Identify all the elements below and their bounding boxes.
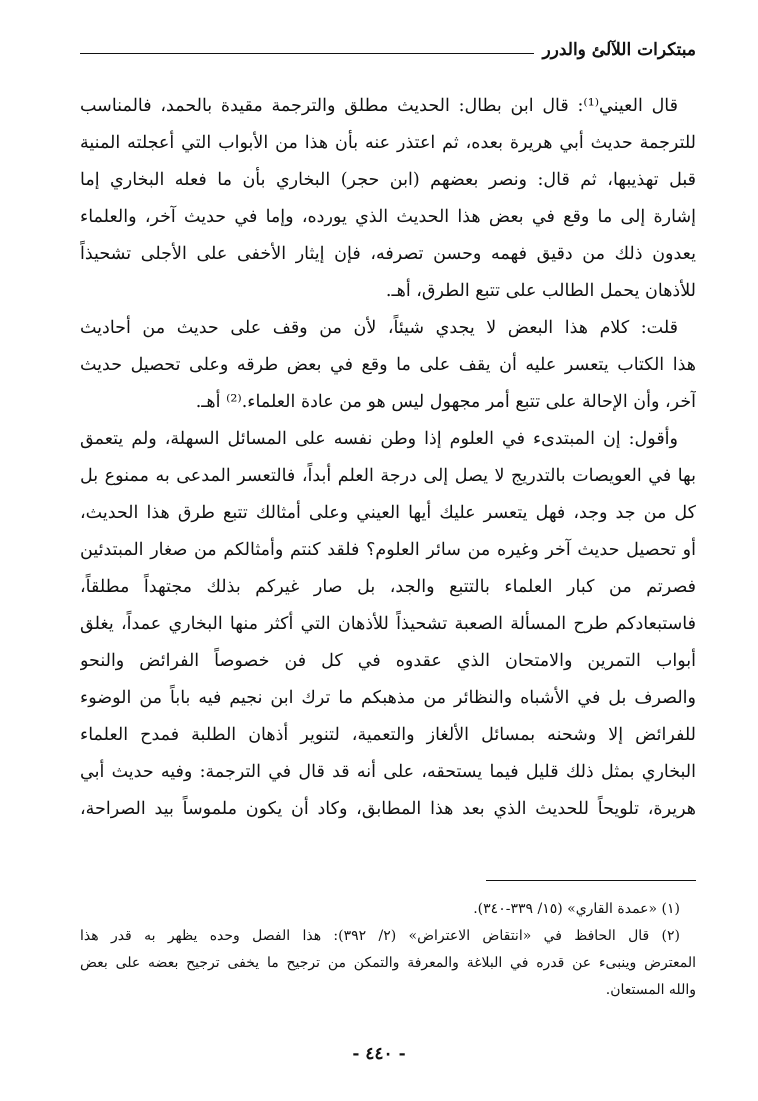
text-line: بها في العويصات بالتدريج لا يصل إلى درجة العلم أبداً، فالتعسر المدعى به ممنوع بل (80, 466, 696, 486)
text-line: للفرائض إلا وشحنه بمسائل الألغاز والتعمية، لتنوير أذهان الطلبة فمدح العلماء (80, 725, 696, 745)
text-line: كل من جد وجد، فهل يتعسر عليك أيها العيني وعلى أمثالك تتبع طرق هذا الحديث، (80, 503, 696, 523)
header-rule (80, 53, 534, 54)
text-line: قبل تهذيبها، ثم قال: ونصر بعضهم (ابن حجر) البخاري بأن ما فعله البخاري إما (80, 170, 696, 190)
running-header-title: مبتكرات اللآلئ والدرر (542, 40, 696, 60)
text-line: يعدون ذلك من دقيق فهمه وحسن تصرفه، فإن إيثار الأخفى على الأجلى تشحيذاً (80, 244, 696, 264)
text-line: والصرف بل في الأشباه والنظائر من مذهبكم ما ترك ابن نجيم فيه باباً من الوضوء (80, 688, 696, 708)
footnote-line: (٢) قال الحافظ في «انتقاض الاعتراض» (٢/ ٣٩٢): هذا الفصل وحده يظهر به قدر هذا (80, 928, 681, 944)
main-text (80, 88, 696, 828)
text-line: هريرة، تلويحاً للحديث الذي بعد هذا المطابق، وكاد أن يكون ملموساً بيد الصراحة، (80, 799, 696, 819)
footnote-line: والله المستعان. (605, 982, 696, 998)
text-line: أو تحصيل حديث آخر وغيره من سائر العلوم؟ فلقد كنتم وأمثالكم من صغار المبتدئين (80, 540, 696, 560)
text-line: وأقول: إن المبتدىء في العلوم إذا وطن نفسه على المسائل السهلة، ولم يتعمق (80, 429, 678, 449)
text-line: هذا الكتاب يتعسر عليه أن يقف على ما وقع في بعض طرقه وعلى تحصيل حديث (80, 355, 696, 375)
text-line: للترجمة حديث أبي هريرة بعده، ثم اعتذر عنه بأن هذا من الأبواب التي أعجلته المنية (80, 133, 696, 153)
footnote-line: المعترض وينبىء عن قدره في البلاغة والمعرفة والتمكن من ترجيح ما يخفى ترجيح بعضه على بعض (80, 955, 696, 971)
running-header (80, 30, 696, 60)
text-line: أبواب التمرين والامتحان الذي عقدوه في كل فن خصوصاً الفرائض والنحو (80, 651, 696, 671)
text-line: قلت: كلام هذا البعض لا يجدي شيئاً، لأن من وقف على حديث من أحاديث (80, 318, 678, 338)
text-line: آخر، وأن الإحالة على تتبع أمر مجهول ليس هو من عادة العلماء.⁽²⁾ أهـ. (195, 392, 696, 412)
footnote-line: (١) «عمدة القاري» (١٥/ ٣٣٩-٣٤٠). (473, 901, 680, 917)
text-line: فصرتم من كبار العلماء بالتتبع والجد، بل صار غيركم بذلك مجتهداً مطلقاً، (80, 577, 696, 597)
text-line: إشارة إلى ما وقع في بعض هذا الحديث الذي يورده، وإما في حديث آخر، والعلماء (80, 207, 696, 227)
text-line: البخاري بمثل ذلك قليل فيما يستحقه، على أنه قد قال في الترجمة: وفيه حديث أبي (80, 762, 696, 782)
page-number: - ٤٤٠ - (352, 1044, 406, 1064)
footnotes (80, 896, 696, 1004)
text-line: قال العيني⁽¹⁾: قال ابن بطال: الحديث مطلق والترجمة مقيدة بالحمد، فالمناسب (80, 96, 678, 116)
text-line: للأذهان يحمل الطالب على تتبع الطرق، أهـ. (385, 281, 696, 301)
text-line: فاستبعادكم طرح المسألة الصعبة تشحيذاً للأذهان التي أكثر منها البخاري عمداً، يغلق (80, 614, 696, 634)
footnote-separator (486, 880, 696, 881)
